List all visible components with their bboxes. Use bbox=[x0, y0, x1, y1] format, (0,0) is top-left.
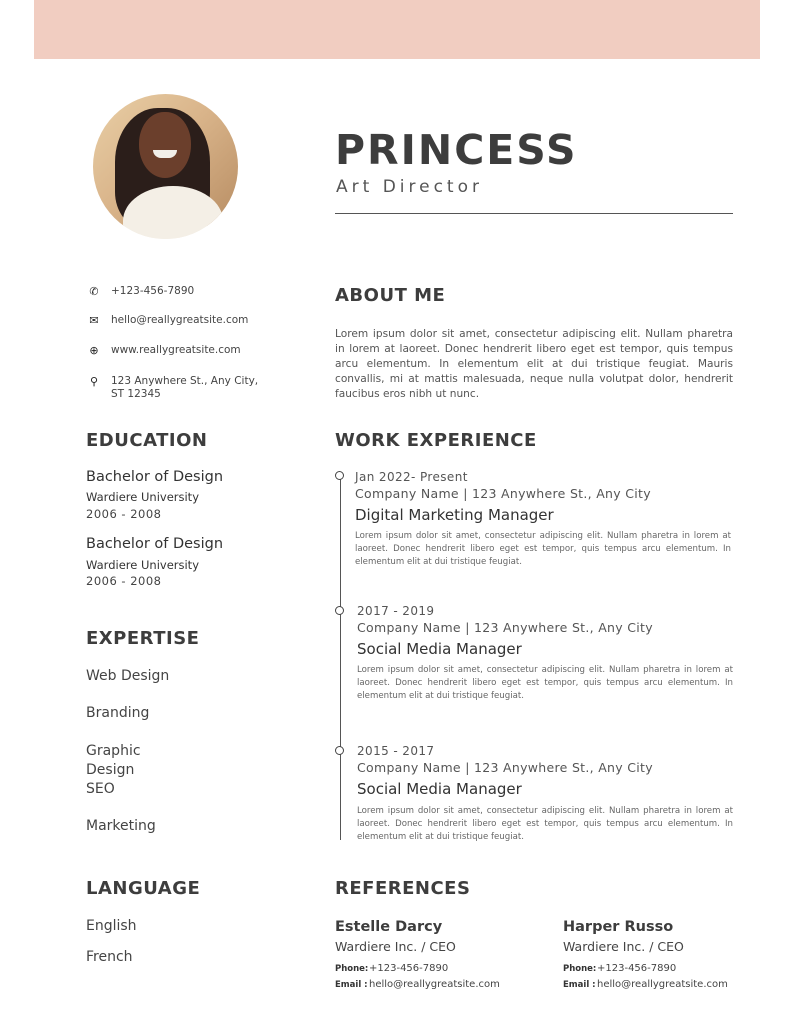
reference-company: Wardiere Inc. / CEO bbox=[563, 939, 684, 954]
contact-phone-text: +123-456-7890 bbox=[111, 285, 195, 297]
references-heading: REFERENCES bbox=[335, 878, 471, 899]
job-title: Digital Marketing Manager bbox=[355, 506, 554, 524]
reference-company: Wardiere Inc. / CEO bbox=[335, 939, 456, 954]
education-heading: EDUCATION bbox=[86, 430, 208, 451]
candidate-title: Art Director bbox=[336, 177, 483, 197]
work-heading: WORK EXPERIENCE bbox=[335, 430, 537, 451]
reference-phone-label: Phone: bbox=[335, 964, 369, 974]
job-date: 2017 - 2019 bbox=[357, 604, 435, 618]
reference-email-label: Email : bbox=[335, 980, 368, 990]
profile-photo bbox=[93, 94, 238, 239]
education-degree: Bachelor of Design bbox=[86, 469, 224, 485]
location-pin-icon: ⚲ bbox=[89, 375, 99, 388]
education-years: 2006 - 2008 bbox=[86, 574, 162, 588]
education-university: Wardiere University bbox=[86, 558, 199, 572]
reference-email-value: hello@reallygreatsite.com bbox=[597, 979, 728, 990]
job-date: Jan 2022- Present bbox=[355, 470, 468, 484]
language-heading: LANGUAGE bbox=[86, 878, 201, 899]
expertise-item: Marketing bbox=[86, 818, 156, 834]
timeline-line bbox=[340, 476, 341, 840]
reference-name: Harper Russo bbox=[563, 919, 674, 935]
education-degree: Bachelor of Design bbox=[86, 536, 224, 552]
job-title: Social Media Manager bbox=[357, 640, 522, 658]
reference-email bbox=[335, 979, 500, 990]
education-years: 2006 - 2008 bbox=[86, 507, 162, 521]
reference-name: Estelle Darcy bbox=[335, 919, 443, 935]
candidate-name: PRINCESS bbox=[335, 126, 578, 174]
phone-icon: ✆ bbox=[89, 285, 99, 298]
language-item: English bbox=[86, 918, 137, 934]
reference-email bbox=[563, 979, 728, 990]
language-item: French bbox=[86, 949, 133, 965]
education-university: Wardiere University bbox=[86, 490, 199, 504]
job-date: 2015 - 2017 bbox=[357, 744, 435, 758]
expertise-item: Branding bbox=[86, 705, 150, 721]
expertise-item: SEO bbox=[86, 781, 115, 797]
about-heading: ABOUT ME bbox=[335, 285, 446, 306]
reference-phone bbox=[563, 963, 676, 974]
reference-phone-value: +123-456-7890 bbox=[369, 963, 449, 974]
expertise-item: Graphic Design bbox=[86, 743, 141, 778]
reference-phone bbox=[335, 963, 448, 974]
globe-icon: ⊕ bbox=[89, 344, 99, 357]
job-title: Social Media Manager bbox=[357, 780, 522, 798]
timeline-dot bbox=[335, 471, 344, 480]
photo-face bbox=[139, 112, 191, 178]
job-description: Lorem ipsum dolor sit amet, consectetur adipiscing elit. Nullam pharetra in lorem at laoreet. Donec hendrerit libero eget est tempor, quis tempus arcu elementum. In elementum elit at dui tristique feugiat. bbox=[355, 531, 731, 567]
contact-email-text: hello@reallygreatsite.com bbox=[111, 314, 249, 326]
job-company: Company Name | 123 Anywhere St., Any City bbox=[357, 760, 653, 775]
email-icon: ✉ bbox=[89, 314, 99, 327]
job-company: Company Name | 123 Anywhere St., Any City bbox=[357, 620, 653, 635]
reference-phone-value: +123-456-7890 bbox=[597, 963, 677, 974]
expertise-item: Web Design bbox=[86, 668, 170, 684]
contact-website-text: www.reallygreatsite.com bbox=[111, 344, 241, 356]
job-description: Lorem ipsum dolor sit amet, consectetur adipiscing elit. Nullam pharetra in lorem at laoreet. Donec hendrerit libero eget est tempor, quis tempus arcu elementum. In elementum elit at dui tristique feugiat. bbox=[357, 806, 733, 842]
job-company: Company Name | 123 Anywhere St., Any City bbox=[355, 486, 651, 501]
header-divider bbox=[335, 213, 733, 214]
reference-phone-label: Phone: bbox=[563, 964, 597, 974]
job-description: Lorem ipsum dolor sit amet, consectetur adipiscing elit. Nullam pharetra in lorem at laoreet. Donec hendrerit libero eget est tempor, quis tempus arcu elementum. In elementum elit at dui tristique feugiat. bbox=[357, 665, 733, 701]
timeline-dot bbox=[335, 606, 344, 615]
header-accent-bar bbox=[34, 0, 760, 59]
about-text: Lorem ipsum dolor sit amet, consectetur adipiscing elit. Nullam pharetra in lorem at laoreet. Donec hendrerit libero eget est tempor, quis tempus arcu elementum. In elementum elit at dui tristique feugiat. Mauris convallis, mi at mattis malesuada, neque nulla volutpat dolor, hendrerit faucibus eros nibh ut nunc. bbox=[335, 328, 733, 400]
contact-address-text: 123 Anywhere St., Any City, ST 12345 bbox=[111, 375, 259, 400]
expertise-heading: EXPERTISE bbox=[86, 628, 200, 649]
reference-email-value: hello@reallygreatsite.com bbox=[369, 979, 500, 990]
timeline-dot bbox=[335, 746, 344, 755]
reference-email-label: Email : bbox=[563, 980, 596, 990]
